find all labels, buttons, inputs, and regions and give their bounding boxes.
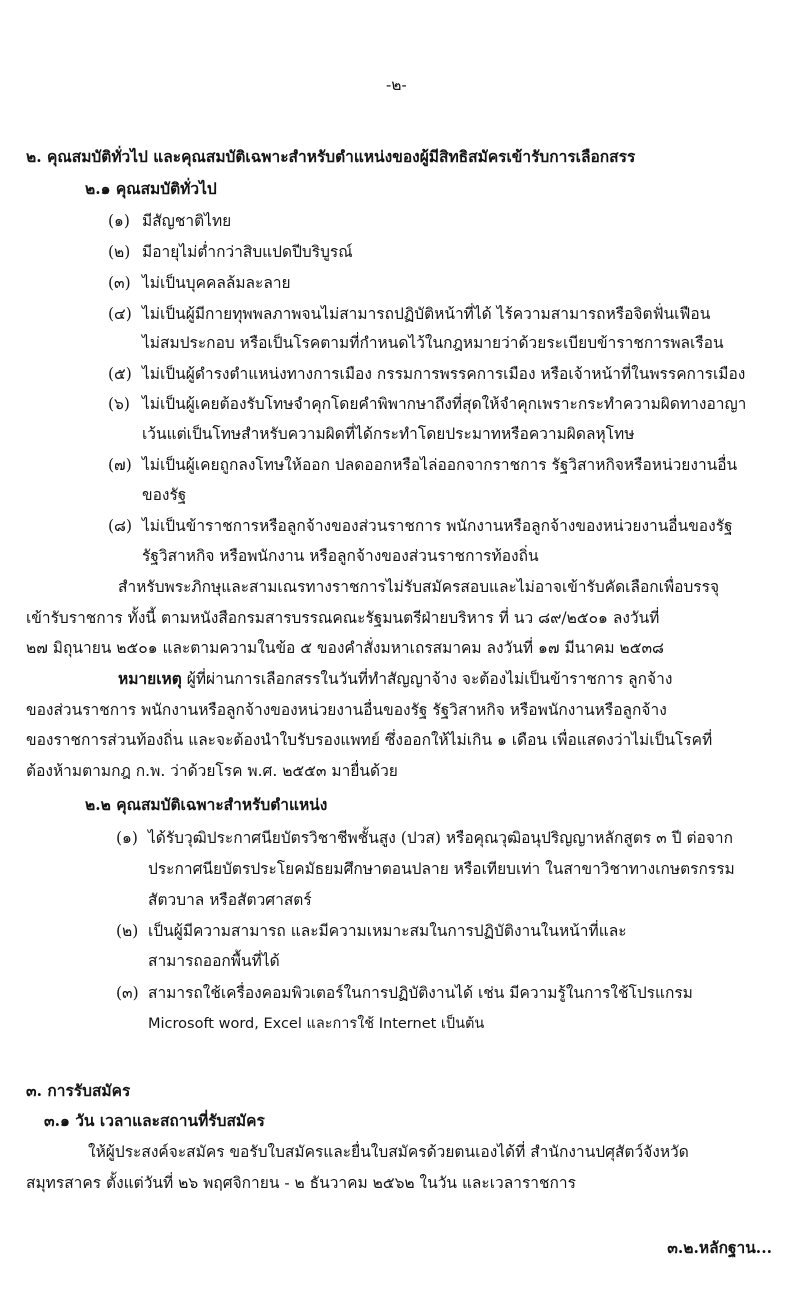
note-line: ของส่วนราชการ พนักงานหรือลูกจ้างของหน่วยงานอื่นของรัฐ รัฐวิสาหกิจ หรือพนักงานหรือลูกจ้าง	[26, 701, 667, 719]
note-label: หมายเหตุ	[118, 669, 182, 688]
continuation-marker: ๓.๒.หลักฐาน...	[667, 1238, 772, 1257]
list-item-number: (๒)	[108, 243, 131, 261]
list-item-text: ไม่เป็นผู้ดำรงตำแหน่งทางการเมือง กรรมการพรรคการเมือง หรือเจ้าหน้าที่ในพรรคการเมือง	[142, 365, 746, 383]
list-item-number: (๒)	[116, 922, 139, 940]
list-item-text: ของรัฐ	[142, 486, 187, 504]
list-item-number: (๑)	[108, 212, 130, 230]
list-item-text: สัตวบาล หรือสัตวศาสตร์	[148, 891, 312, 909]
list-item-text: ประกาศนียบัตรประโยคมัธยมศึกษาตอนปลาย หรือเทียบเท่า ในสาขาวิชาทางเกษตรกรรม	[148, 860, 735, 878]
list-item-text: ไม่เป็นบุคคลล้มละลาย	[142, 274, 291, 292]
application-paragraph-line: สมุทรสาคร ตั้งแต่วันที่ ๒๖ พฤศจิกายน - ๒ ธันวาคม ๒๕๖๒ ในวัน และเวลาราชการ	[26, 1174, 576, 1192]
list-item-number: (๔)	[108, 305, 132, 323]
list-item-text: ไม่เป็นผู้เคยต้องรับโทษจำคุกโดยคำพิพากษาถึงที่สุดให้จำคุกเพราะกระทำความผิดทางอาญา	[142, 395, 747, 413]
note-line: ของราชการส่วนท้องถิ่น และจะต้องนำใบรับรองแพทย์ ซึ่งออกให้ไม่เกิน ๑ เดือน เพื่อแสดงว่าไม่เป็นโรคที่	[26, 731, 713, 749]
note-first-line	[118, 668, 672, 690]
list-item-number: (๗)	[108, 456, 132, 474]
list-item-text: เป็นผู้มีความสามารถ และมีความเหมาะสมในการปฏิบัติงานในหน้าที่และ	[148, 922, 627, 940]
list-item-number: (๓)	[108, 274, 131, 292]
monk-paragraph-line: สำหรับพระภิกษุและสามเณรทางราชการไม่รับสมัครสอบและไม่อาจเข้ารับคัดเลือกเพื่อบรรจุ	[118, 578, 720, 596]
monk-paragraph-line: เข้ารับราชการ ทั้งนี้ ตามหนังสือกรมสารบรรณคณะรัฐมนตรีฝ่ายบริหาร ที่ นว ๘๙/๒๕๐๑ ลงวันที่	[26, 609, 660, 627]
subsection-2-2-heading: ๒.๒ คุณสมบัติเฉพาะสำหรับตำแหน่ง	[85, 795, 328, 814]
list-item-text: เว้นแต่เป็นโทษสำหรับความผิดที่ได้กระทำโดยประมาทหรือความผิดลหุโทษ	[142, 425, 635, 443]
list-item-number: (๓)	[116, 984, 139, 1002]
page-number: -๒-	[386, 76, 407, 94]
list-item-text: สามารถใช้เครื่องคอมพิวเตอร์ในการปฏิบัติงานได้ เช่น มีความรู้ในการใช้โปรแกรม	[148, 984, 693, 1002]
list-item-text: รัฐวิสาหกิจ หรือพนักงาน หรือลูกจ้างของส่วนราชการท้องถิ่น	[142, 547, 539, 565]
section-3-heading: ๓. การรับสมัคร	[26, 1081, 131, 1100]
application-paragraph-line: ให้ผู้ประสงค์จะสมัคร ขอรับใบสมัครและยื่นใบสมัครด้วยตนเองได้ที่ สำนักงานปศุสัตว์จังหวัด	[88, 1143, 689, 1161]
list-item-number: (๖)	[108, 395, 130, 413]
subsection-2-1-heading: ๒.๑ คุณสมบัติทั่วไป	[85, 179, 217, 198]
list-item-text: มีอายุไม่ต่ำกว่าสิบแปดปีบริบูรณ์	[142, 243, 353, 261]
list-item-text: ไม่เป็นข้าราชการหรือลูกจ้างของส่วนราชการ พนักงานหรือลูกจ้างของหน่วยงานอื่นของรัฐ	[142, 517, 733, 535]
section-2-heading: ๒. คุณสมบัติทั่วไป และคุณสมบัติเฉพาะสำหรับตำแหน่งของผู้มีสิทธิสมัครเข้ารับการเลือกสรร	[26, 147, 636, 166]
list-item-text: ได้รับวุฒิประกาศนียบัตรวิชาชีพชั้นสูง (ปวส) หรือคุณวุฒิอนุปริญญาหลักสูตร ๓ ปี ต่อจาก	[148, 829, 734, 847]
subsection-3-1-heading: ๓.๑ วัน เวลาและสถานที่รับสมัคร	[44, 1111, 265, 1130]
list-item-text: Microsoft word, Excel และการใช้ Internet เป็นต้น	[148, 1016, 485, 1032]
monk-paragraph-line: ๒๗ มิถุนายน ๒๕๐๑ และตามความในข้อ ๕ ของคำสั่งมหาเถรสมาคม ลงวันที่ ๑๗ มีนาคม ๒๕๓๘	[26, 639, 665, 657]
list-item-text: ไม่เป็นผู้เคยถูกลงโทษให้ออก ปลดออกหรือไล่ออกจากราชการ รัฐวิสาหกิจหรือหน่วยงานอื่น	[142, 456, 738, 474]
note-text: ผู้ที่ผ่านการเลือกสรรในวันที่ทำสัญญาจ้าง จะต้องไม่เป็นข้าราชการ ลูกจ้าง	[181, 670, 673, 688]
note-line: ต้องห้ามตามกฎ ก.พ. ว่าด้วยโรค พ.ศ. ๒๕๕๓ มายื่นด้วย	[26, 762, 398, 780]
list-item-text: สามารถออกพื้นที่ได้	[148, 952, 280, 970]
list-item-number: (๘)	[108, 517, 133, 535]
list-item-number: (๕)	[108, 365, 132, 383]
list-item-text: มีสัญชาติไทย	[142, 212, 232, 230]
list-item-number: (๑)	[116, 829, 138, 847]
list-item-text: ไม่สมประกอบ หรือเป็นโรคตามที่กำหนดไว้ในกฎหมายว่าด้วยระเบียบข้าราชการพลเรือน	[142, 334, 724, 352]
list-item-text: ไม่เป็นผู้มีกายทุพพลภาพจนไม่สามารถปฏิบัติหน้าที่ได้ ไร้ความสามารถหรือจิตฟั่นเฟือน	[142, 305, 711, 323]
